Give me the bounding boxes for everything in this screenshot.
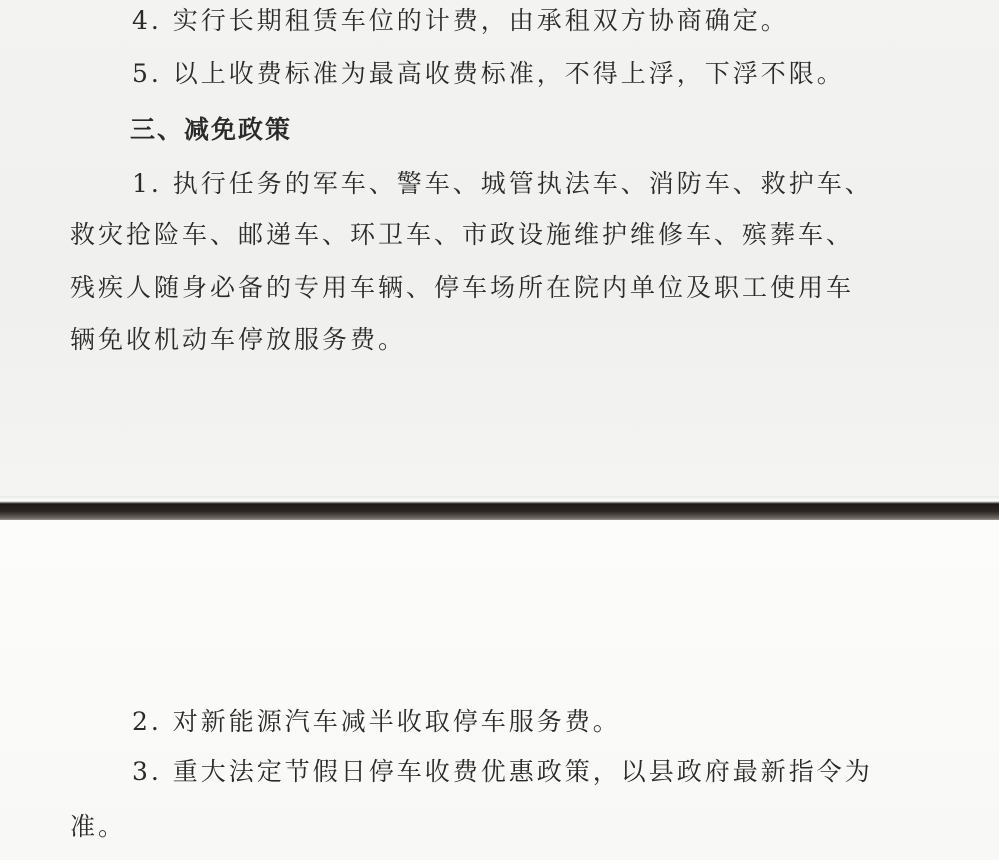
fee-rule-5: 5. 以上收费标准为最高收费标准，不得上浮，下浮不限。	[132, 59, 845, 88]
document-page-bottom	[0, 520, 999, 860]
exemption-item-2: 2. 对新能源汽车减半收取停车服务费。	[132, 707, 621, 736]
exemption-item-3-line-1: 3. 重大法定节假日停车收费优惠政策，以县政府最新指令为	[132, 757, 873, 786]
exemption-item-1-line-4: 辆免收机动车停放服务费。	[70, 325, 407, 354]
section-heading-exemptions: 三、减免政策	[130, 115, 293, 144]
exemption-item-1-line-2: 救灾抢险车、邮递车、环卫车、市政设施维护维修车、殡葬车、	[70, 220, 855, 249]
exemption-item-1-line-3: 残疾人随身必备的专用车辆、停车场所在院内单位及职工使用车	[70, 273, 855, 302]
exemption-item-1-line-1: 1. 执行任务的军车、警车、城管执法车、消防车、救护车、	[132, 169, 873, 198]
exemption-item-3-line-2: 准。	[70, 812, 127, 841]
fee-rule-4: 4. 实行长期租赁车位的计费，由承租双方协商确定。	[132, 6, 789, 35]
